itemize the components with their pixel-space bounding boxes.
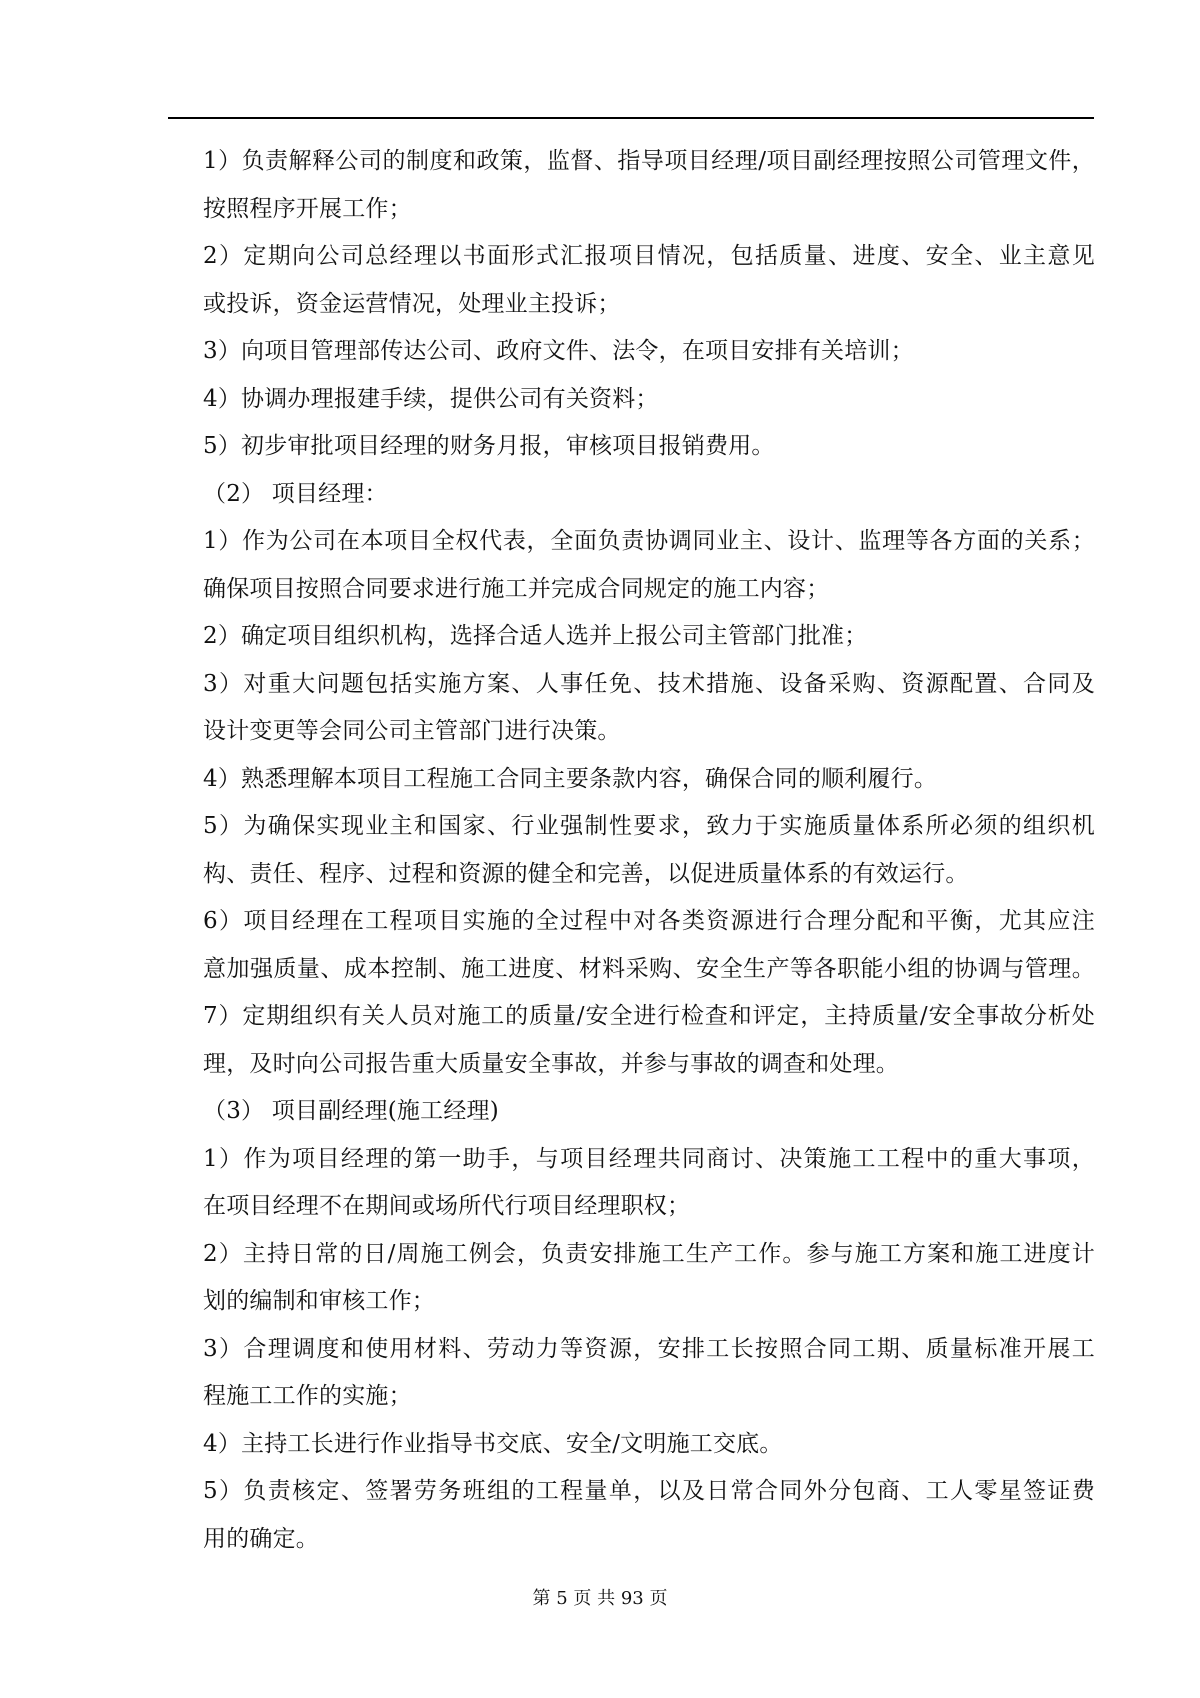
document-line: 3）对重大问题包括实施方案、人事任免、技术措施、设备采购、资源配置、合同及	[203, 670, 1095, 697]
document-line: 程施工工作的实施；	[203, 1383, 412, 1409]
document-line: 5）初步审批项目经理的财务月报，审核项目报销费用。	[203, 433, 775, 459]
document-line: 划的编制和审核工作；	[203, 1288, 435, 1314]
document-line: 1）负责解释公司的制度和政策，监督、指导项目经理/项目副经理按照公司管理文件，	[203, 148, 1095, 174]
document-line: 意加强质量、成本控制、施工进度、材料采购、安全生产等各职能小组的协调与管理。	[203, 955, 1095, 982]
document-line: 2）主持日常的日/周施工例会，负责安排施工生产工作。参与施工方案和施工进度计	[203, 1240, 1095, 1267]
document-line: 4）协调办理报建手续，提供公司有关资料；	[203, 385, 659, 412]
document-line: 6）项目经理在工程项目实施的全过程中对各类资源进行合理分配和平衡，尤其应注	[203, 908, 1095, 934]
page-number-text: 第 5 页 共 93 页	[532, 1588, 668, 1609]
document-body	[203, 138, 1095, 1563]
page-footer	[0, 1587, 1200, 1611]
document-line: 3）向项目管理部传达公司、政府文件、法令，在项目安排有关培训；	[203, 338, 914, 364]
document-line: 1）作为公司在本项目全权代表，全面负责协调同业主、设计、监理等各方面的关系；	[203, 528, 1095, 554]
document-line: 3）合理调度和使用材料、劳动力等资源，安排工长按照合同工期、质量标准开展工	[203, 1335, 1095, 1362]
document-line: 按照程序开展工作；	[203, 195, 412, 222]
document-line: 4）主持工长进行作业指导书交底、安全/文明施工交底。	[203, 1430, 783, 1457]
document-line: （2） 项目经理：	[203, 480, 388, 507]
document-line: 5）为确保实现业主和国家、行业强制性要求，致力于实施质量体系所必须的组织机	[203, 813, 1095, 839]
document-line: （3） 项目副经理(施工经理)	[203, 1098, 499, 1124]
document-line: 在项目经理不在期间或场所代行项目经理职权；	[203, 1193, 691, 1219]
document-line: 1）作为项目经理的第一助手，与项目经理共同商讨、决策施工工程中的重大事项，	[203, 1145, 1095, 1172]
header-rule	[168, 117, 1094, 119]
document-line: 理，及时向公司报告重大质量安全事故，并参与事故的调查和处理。	[203, 1050, 899, 1077]
document-line: 确保项目按照合同要求进行施工并完成合同规定的施工内容；	[203, 575, 830, 602]
document-line: 2）确定项目组织机构，选择合适人选并上报公司主管部门批准；	[203, 623, 868, 649]
document-line: 设计变更等会同公司主管部门进行决策。	[203, 718, 621, 744]
document-line: 构、责任、程序、过程和资源的健全和完善，以促进质量体系的有效运行。	[203, 860, 969, 887]
document-line: 5）负责核定、签署劳务班组的工程量单，以及日常合同外分包商、工人零星签证费	[203, 1478, 1095, 1504]
document-line: 2）定期向公司总经理以书面形式汇报项目情况，包括质量、进度、安全、业主意见	[203, 243, 1095, 269]
document-line: 7）定期组织有关人员对施工的质量/安全进行检查和评定，主持质量/安全事故分析处	[203, 1003, 1095, 1029]
document-line: 或投诉，资金运营情况，处理业主投诉；	[203, 290, 621, 317]
document-line: 用的确定。	[203, 1525, 319, 1552]
document-line: 4）熟悉理解本项目工程施工合同主要条款内容，确保合同的顺利履行。	[203, 765, 938, 792]
